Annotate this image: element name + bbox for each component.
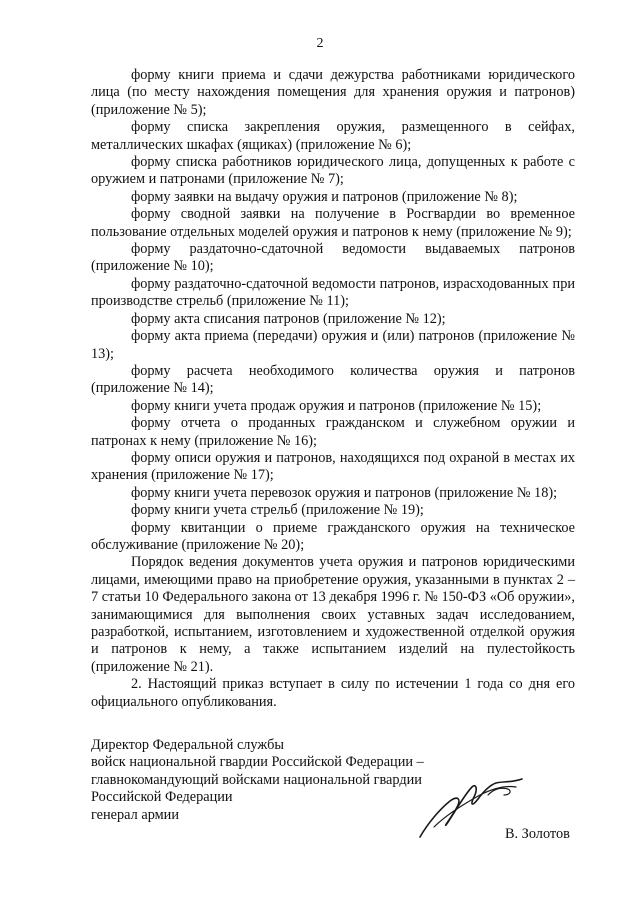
paragraph-appendix-9: форму сводной заявки на получение в Росгвардии во временное пользование отдельных моделей оружия и патронов к нему (приложение № 9); bbox=[91, 206, 575, 240]
paragraph-appendix-19: форму книги учета стрельб (приложение № 19); bbox=[131, 502, 424, 519]
paragraph-appendix-16: форму отчета о проданных гражданском и служебном оружии и патронах к нему (приложение № 16); bbox=[91, 415, 575, 449]
document-body bbox=[91, 67, 575, 711]
paragraph-appendix-21: Порядок ведения документов учета оружия и патронов юридическими лицами, имеющими право на приобретение оружия, указанными в пунктах 2 – 7 статьи 10 Федерального закона от 13 декабря 1996 г. № 150-ФЗ «Об оружии», занимающимися для выполнения своих уставных задач исследованием, разработкой, испытанием, изготовлением и художественной отделкой оружия и патронов к нему, а также испытанием изделий на пулестойкость (приложение № 21). bbox=[91, 554, 575, 675]
paragraph-appendix-18: форму книги учета перевозок оружия и патронов (приложение № 18); bbox=[131, 484, 558, 501]
signatory-title bbox=[91, 737, 431, 824]
paragraph-appendix-17: форму описи оружия и патронов, находящихся под охраной в местах их хранения (приложение № 17); bbox=[91, 449, 575, 484]
paragraph-appendix-8: форму заявки на выдачу оружия и патронов (приложение № 8); bbox=[131, 188, 518, 205]
signatory-title-line: генерал армии bbox=[91, 806, 179, 823]
signatory-name: В. Золотов bbox=[505, 826, 570, 842]
paragraph-appendix-14: форму расчета необходимого количества оружия и патронов (приложение № 14); bbox=[91, 362, 575, 397]
paragraph-appendix-6: форму списка закрепления оружия, размещенного в сейфах, металлических шкафах (ящиках) (приложение № 6); bbox=[91, 119, 575, 153]
signatory-title-line: Директор Федеральной службы bbox=[91, 737, 284, 753]
paragraph-appendix-13: форму акта приема (передачи) оружия и (или) патронов (приложение № 13); bbox=[91, 328, 575, 362]
signatory-title-line: главнокомандующий войсками национальной гвардии bbox=[91, 771, 422, 788]
paragraph-appendix-20: форму квитанции о приеме гражданского оружия на техническое обслуживание (приложение № 20); bbox=[91, 519, 575, 553]
paragraph-appendix-10: форму раздаточно-сдаточной ведомости выдаваемых патронов (приложение № 10); bbox=[91, 241, 575, 275]
signatory-title-line: Российской Федерации bbox=[91, 789, 233, 806]
paragraph-effective-date: 2. Настоящий приказ вступает в силу по истечении 1 года со дня его официального опубликования. bbox=[91, 676, 575, 710]
paragraph-appendix-12: форму акта списания патронов (приложение № 12); bbox=[131, 310, 446, 327]
paragraph-appendix-7: форму списка работников юридического лица, допущенных к работе с оружием и патронами (приложение № 7); bbox=[91, 154, 575, 188]
paragraph-appendix-15: форму книги учета продаж оружия и патронов (приложение № 15); bbox=[131, 397, 542, 414]
page-number: 2 bbox=[316, 36, 324, 51]
signatory-title-line: войск национальной гвардии Российской Федерации – bbox=[91, 754, 424, 771]
paragraph-appendix-11: форму раздаточно-сдаточной ведомости патронов, израсходованных при производстве стрельб (приложение № 11); bbox=[91, 275, 575, 310]
paragraph-appendix-5: форму книги приема и сдачи дежурства работниками юридического лица (по месту нахождения помещения для хранения оружия и патронов) (приложение № 5); bbox=[91, 67, 575, 118]
